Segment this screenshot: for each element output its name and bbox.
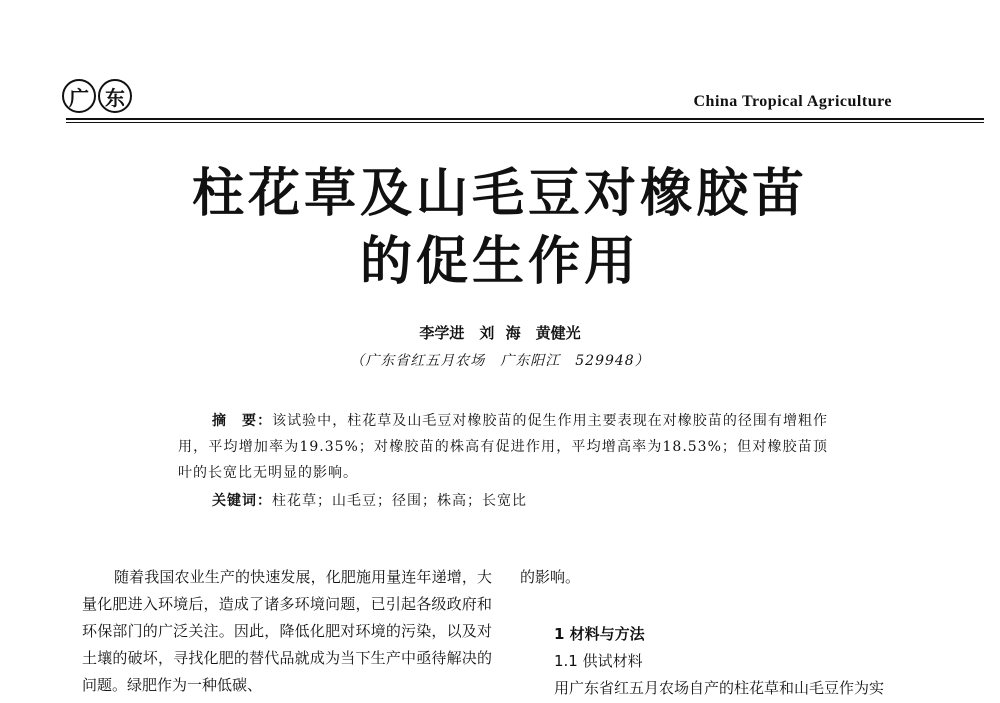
section-heading-1: 1 材料与方法 [554, 625, 645, 643]
abstract [178, 408, 828, 486]
body-left-column [82, 564, 492, 699]
keywords-text: 柱花草；山毛豆；径围；株高；长宽比 [272, 493, 527, 509]
affiliation: （广东省红五月农场 广东阳江 529948） [350, 353, 650, 369]
subsection-heading-1-1: 1.1 供试材料 [554, 652, 643, 670]
keywords-label: 关键词： [212, 493, 272, 509]
title-line-2: 的促生作用 [359, 232, 640, 292]
authors: 李学进 刘 海 黄健光 [419, 324, 581, 342]
region-mark [62, 78, 132, 114]
abstract-label: 摘 要： [212, 413, 273, 429]
region-char-1: 广 [62, 79, 96, 113]
region-char-2: 东 [98, 79, 132, 113]
header-rule [66, 118, 984, 120]
abstract-text: 该试验中，柱花草及山毛豆对橡胶苗的促生作用主要表现在对橡胶苗的径围有增粗作用，平均增加率为19.35%；对橡胶苗的株高有促进作用，平均增高率为18.53%；但对橡胶苗顶叶的长宽比无明显的影响。 [178, 413, 829, 481]
article-title [0, 160, 1000, 296]
continuation-text: 的影响。 [520, 568, 581, 586]
header-rule-thin [66, 122, 984, 123]
title-line-1: 柱花草及山毛豆对橡胶苗 [191, 164, 808, 224]
intro-paragraph: 随着我国农业生产的快速发展，化肥施用量连年递增，大量化肥进入环境后，造成了诸多环境问题，已引起各级政府和环保部门的广泛关注。因此，降低化肥对环境的污染，以及对土壤的破坏，寻找化肥的替代品就成为当下生产中亟待解决的问题。绿肥作为一种低碳、 [82, 568, 492, 694]
journal-name: China Tropical Agriculture [693, 93, 892, 110]
body-right-column [520, 564, 940, 702]
materials-text: 用广东省红五月农场自产的柱花草和山毛豆作为实 [554, 679, 885, 697]
keywords [212, 490, 527, 510]
